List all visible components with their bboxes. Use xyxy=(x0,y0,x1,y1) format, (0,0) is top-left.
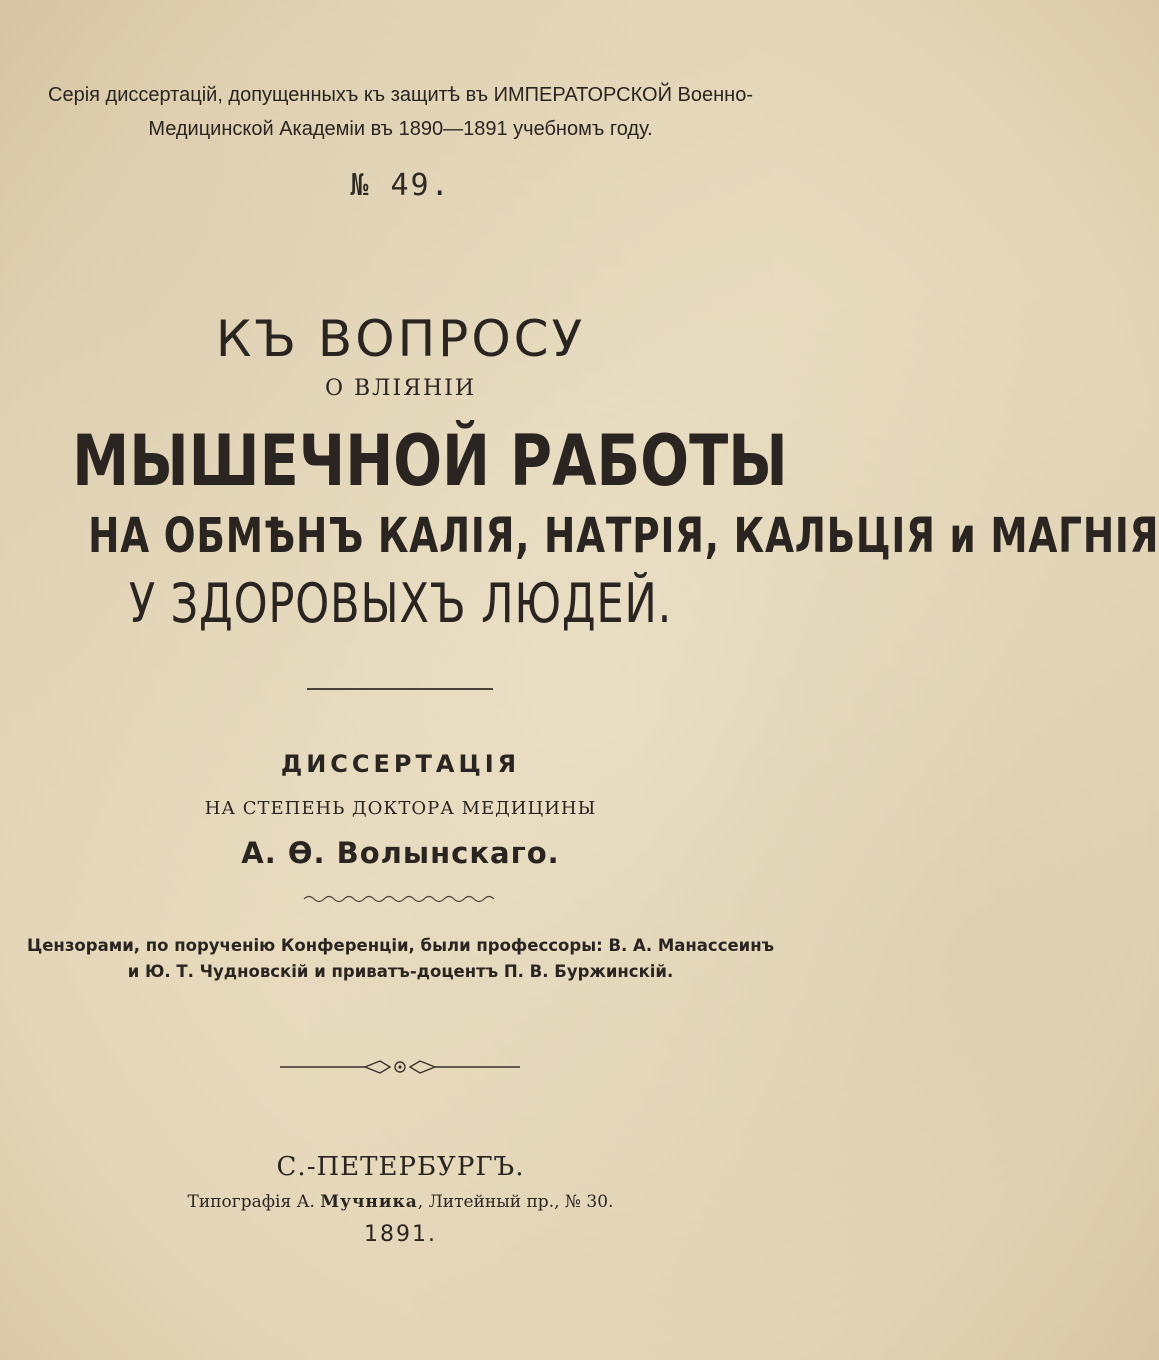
printer-line xyxy=(0,1192,801,1212)
wavy-divider xyxy=(304,894,494,904)
author-name: А. Ѳ. Волынскаго. xyxy=(241,836,560,870)
degree-line: НА СТЕПЕНЬ ДОКТОРА МЕДИЦИНЫ xyxy=(204,798,597,819)
title-line-3: МЫШЕЧНОЙ РАБОТЫ xyxy=(72,420,788,502)
city: С.-ПЕТЕРБУРГЪ. xyxy=(276,1152,525,1182)
ornament-divider xyxy=(280,1056,520,1078)
dissertation-number: № 49. xyxy=(350,168,451,203)
title-line-5: У ЗДОРОВЫХЪ ЛЮДЕЙ. xyxy=(128,572,673,635)
dissertation-label: ДИССЕРТАЦІЯ xyxy=(280,750,521,778)
publication-year: 1891. xyxy=(364,1222,437,1247)
divider-rule xyxy=(307,688,493,690)
title-line-4: НА ОБМѢНЪ КАЛІЯ, НАТРІЯ, КАЛЬЦІЯ и МАГНІЯ xyxy=(88,508,1159,564)
printer-prefix: Типографія А. xyxy=(187,1192,321,1212)
series-line-2: Медицинской Академіи въ 1890—1891 учебномъ году. xyxy=(148,118,653,140)
censors-line-2: и Ю. Т. Чудновскій и приватъ-доцентъ П. В. Буржинскій. xyxy=(127,962,674,981)
title-line-2: О ВЛІЯНІИ xyxy=(324,376,477,401)
printer-name: Мучника xyxy=(320,1192,418,1212)
printer-suffix: , Литейный пр., № 30. xyxy=(417,1192,614,1212)
series-line-1: Серія диссертацій, допущенныхъ къ защитѣ въ ИМПЕРАТОРСКОЙ Военно- xyxy=(48,84,753,106)
title-line-1: КЪ ВОПРОСУ xyxy=(215,310,586,368)
censors-line-1: Цензорами, по порученію Конференціи, были профессоры: В. А. Манассеинъ xyxy=(26,936,775,955)
